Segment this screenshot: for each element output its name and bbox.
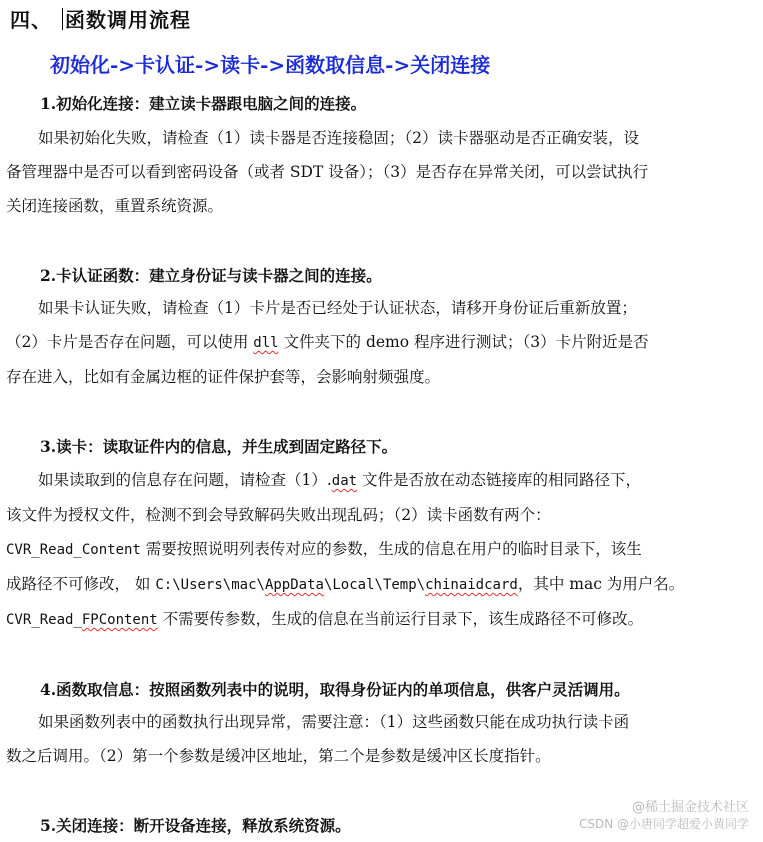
watermark: [579, 800, 749, 832]
paragraph-line: 数之后调用。（2）第一个参数是缓冲区地址，第二个是参数是缓冲区长度指针。: [6, 747, 551, 765]
section-5-title: 5.关闭连接：断开设备连接，释放系统资源。: [40, 816, 351, 835]
watermark-line: @稀土掘金技术社区: [631, 800, 749, 815]
function-name: FPContent: [81, 612, 158, 628]
text-run: 需要按照说明列表传对应的参数，生成的信息在用户的临时目录下，该生: [140, 540, 642, 558]
function-name: CVR_Read_Content: [6, 542, 141, 558]
section-1-body: [6, 121, 714, 223]
paragraph-line: 该文件为授权文件，检测不到会导致解码失败出现乱码；（2）读卡函数有两个：: [6, 506, 551, 524]
paragraph-line: [6, 567, 714, 602]
section-1-title: 1.初始化连接：建立读卡器跟电脑之间的连接。: [40, 94, 367, 113]
section-4-body: [6, 705, 714, 773]
paragraph-line: [6, 602, 714, 637]
text-run: （2）卡片是否存在问题，可以使用: [6, 333, 254, 351]
heading-title: 函数调用流程: [65, 8, 191, 32]
heading-number: 四、: [10, 8, 52, 32]
function-name: CVR_Read_: [6, 612, 82, 628]
path-segment: C:\Users\mac\: [155, 577, 265, 593]
paragraph-line: 如果初始化失败，请检查（1）读卡器是否连接稳固；（2）读卡器驱动是否正确安装，设: [38, 129, 639, 147]
dat-file-term: dat: [331, 473, 358, 489]
flow-summary: 初始化->卡认证->读卡->函数取信息->关闭连接: [50, 53, 491, 77]
section-2-title: 2.卡认证函数：建立身份证与读卡器之间的连接。: [40, 266, 382, 285]
text-run: 文件夹下的 demo 程序进行测试；（3）卡片附近是否: [278, 333, 649, 351]
paragraph-line: [6, 463, 714, 498]
text-run: 如果读取到的信息存在问题，请检查（1）.: [38, 471, 332, 489]
path-segment: AppData: [264, 577, 324, 593]
text-run: 文件是否放在动态链接库的相同路径下，: [357, 471, 642, 489]
text-run: 不需要传参数，生成的信息在当前运行目录下，该生成路径不可修改。: [157, 610, 644, 628]
text-cursor: [62, 8, 63, 30]
text-run: 成路径不可修改， 如: [6, 575, 156, 593]
section-3-body: [6, 463, 714, 637]
paragraph-line: [6, 325, 714, 360]
paragraph-line: 如果卡认证失败，请检查（1）卡片是否已经处于认证状态，请移开身份证后重新放置；: [38, 299, 637, 317]
section-2-body: [6, 291, 714, 394]
paragraph-line: [6, 532, 714, 567]
section-4-title: 4.函数取信息：按照函数列表中的说明，取得身份证内的单项信息，供客户灵活调用。: [40, 680, 630, 699]
path-segment: chinaidcard: [425, 577, 518, 593]
paragraph-line: 关闭连接函数，重置系统资源。: [6, 197, 224, 215]
dll-folder-term: dll: [253, 335, 279, 351]
paragraph-line: 存在进入，比如有金属边框的证件保护套等，会影响射频强度。: [6, 368, 441, 386]
section-heading: [10, 4, 191, 33]
path-segment: \Local\Temp\: [323, 577, 426, 593]
text-run: ，其中 mac 为用户名。: [517, 575, 685, 593]
watermark-line: CSDN @小唐同学超爱小黄同学: [578, 817, 749, 831]
paragraph-line: 备管理器中是否可以看到密码设备（或者 SDT 设备）；（3）是否存在异常关闭，可以尝试执行: [6, 163, 649, 181]
section-3-title: 3.读卡：读取证件内的信息，并生成到固定路径下。: [40, 437, 398, 456]
paragraph-line: 如果函数列表中的函数执行出现异常，需要注意：（1）这些函数只能在成功执行读卡函: [38, 713, 630, 731]
